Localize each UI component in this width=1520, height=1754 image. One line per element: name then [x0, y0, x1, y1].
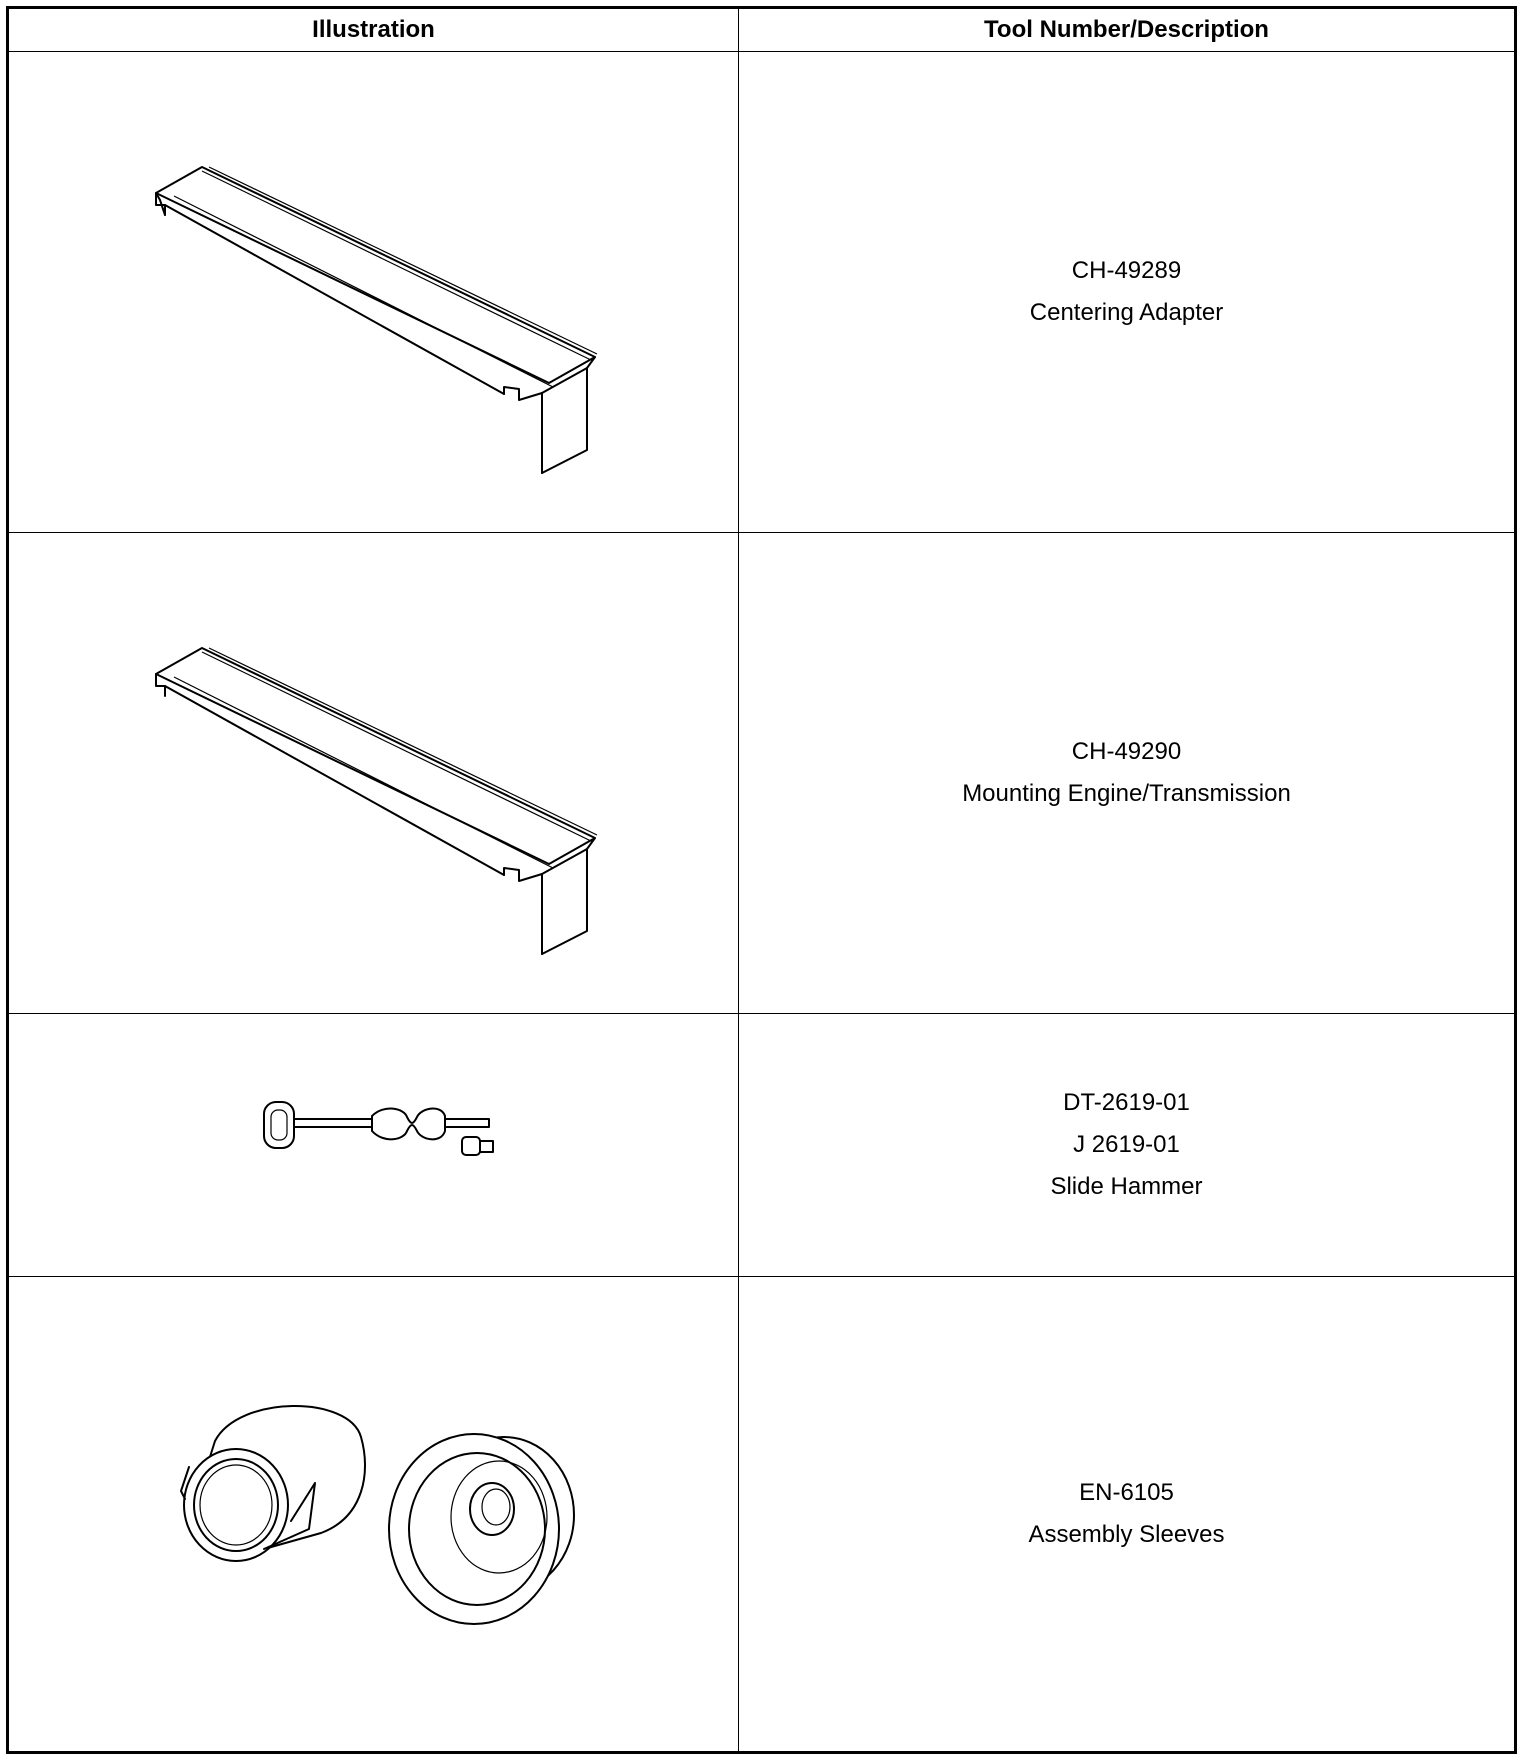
tool-number: EN-6105 — [1079, 1478, 1174, 1506]
table-row — [8, 1277, 1516, 1753]
description-cell — [739, 1277, 1516, 1753]
header-tool-number-description: Tool Number/Description — [739, 8, 1516, 52]
centering-adapter-bar-icon — [9, 52, 740, 532]
illustration-cell — [8, 533, 739, 1014]
table-row — [8, 1014, 1516, 1277]
header-illustration: Illustration — [8, 8, 739, 52]
mounting-bar-icon — [9, 533, 740, 1013]
table-header-row — [8, 8, 1516, 52]
table-row — [8, 533, 1516, 1014]
slide-hammer-icon — [9, 1014, 740, 1276]
description-cell — [739, 533, 1516, 1014]
tool-number: DT-2619-01 — [1063, 1088, 1190, 1116]
tool-description: Mounting Engine/Transmission — [962, 779, 1291, 807]
illustration-cell — [8, 52, 739, 533]
tool-number: CH-49290 — [1071, 737, 1182, 765]
description-cell — [739, 52, 1516, 533]
special-tools-table — [6, 6, 1517, 1754]
assembly-sleeves-icon — [9, 1277, 740, 1751]
tool-description: Centering Adapter — [1029, 298, 1224, 326]
description-cell — [739, 1014, 1516, 1277]
tool-number: CH-49289 — [1071, 256, 1182, 284]
tool-description: Assembly Sleeves — [1028, 1520, 1225, 1548]
illustration-cell — [8, 1277, 739, 1753]
table-row — [8, 52, 1516, 533]
alternate-tool-number: J 2619-01 — [1073, 1130, 1180, 1158]
tool-description: Slide Hammer — [1050, 1172, 1203, 1200]
illustration-cell — [8, 1014, 739, 1277]
